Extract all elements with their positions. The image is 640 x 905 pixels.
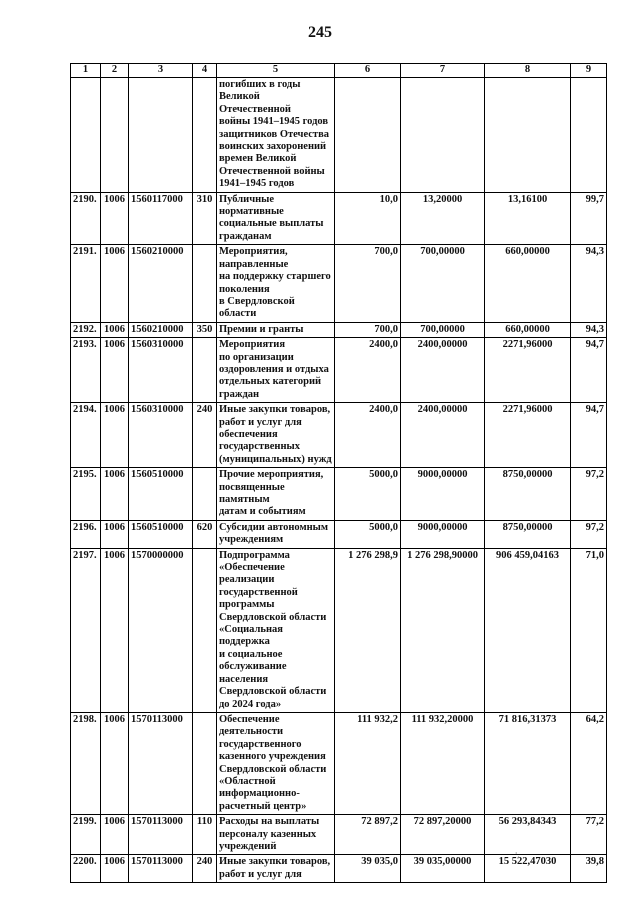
table-row [71, 712, 607, 814]
scan-speck: ⸱ˎ [515, 848, 521, 858]
table-row [71, 548, 607, 712]
section-code-cell: 1006 [101, 548, 129, 712]
row-number-cell: 2195. [71, 468, 101, 521]
table-row [71, 338, 607, 403]
executed-amount-cell [485, 78, 571, 193]
column-header: 2 [101, 64, 129, 78]
target-article-cell: 1570113000 [129, 815, 193, 855]
planned-amount-cell: 111 932,20000 [401, 712, 485, 814]
table-row [71, 403, 607, 468]
executed-amount-cell: 660,00000 [485, 322, 571, 337]
row-number-cell: 2197. [71, 548, 101, 712]
page-number: 245 [308, 24, 332, 41]
row-number-cell: 2198. [71, 712, 101, 814]
item-name-cell: погибших в годы Великой Отечественной войны 1941–1945 годов защитников Отечества воинских захоронений времен Великой Отечественной войны 1941–1945 годов [217, 78, 335, 193]
executed-amount-cell: 8750,00000 [485, 468, 571, 521]
row-number-cell: 2199. [71, 815, 101, 855]
item-name-cell: Подпрограмма «Обеспечение реализации государственной программы Свердловской области «Социальная поддержка и социальное обслуживание населения Свердловской области до 2024 года» [217, 548, 335, 712]
row-number-cell: 2194. [71, 403, 101, 468]
executed-amount-cell: 8750,00000 [485, 520, 571, 548]
table-row [71, 855, 607, 883]
approved-amount-cell: 2400,0 [335, 403, 401, 468]
section-code-cell: 1006 [101, 245, 129, 322]
executed-amount-cell: 906 459,04163 [485, 548, 571, 712]
target-article-cell: 1570000000 [129, 548, 193, 712]
target-article-cell: 1570113000 [129, 855, 193, 883]
expense-type-cell [193, 468, 217, 521]
planned-amount-cell [401, 78, 485, 193]
item-name-cell: Расходы на выплаты персоналу казенных учреждений [217, 815, 335, 855]
row-number-cell: 2196. [71, 520, 101, 548]
expense-type-cell: 240 [193, 855, 217, 883]
column-header: 5 [217, 64, 335, 78]
table-row [71, 520, 607, 548]
expense-type-cell [193, 245, 217, 322]
item-name-cell: Обеспечение деятельности государственного казенного учреждения Свердловской области «Областной информационно- расчетный центр» [217, 712, 335, 814]
column-header: 3 [129, 64, 193, 78]
expense-type-cell [193, 338, 217, 403]
approved-amount-cell [335, 78, 401, 193]
item-name-cell: Прочие мероприятия, посвященные памятным датам и событиям [217, 468, 335, 521]
planned-amount-cell: 700,00000 [401, 245, 485, 322]
execution-percent-cell: 94,3 [571, 245, 607, 322]
section-code-cell: 1006 [101, 322, 129, 337]
execution-percent-cell: 94,3 [571, 322, 607, 337]
execution-percent-cell: 71,0 [571, 548, 607, 712]
approved-amount-cell: 111 932,2 [335, 712, 401, 814]
column-header: 1 [71, 64, 101, 78]
expense-type-cell: 310 [193, 192, 217, 245]
approved-amount-cell: 1 276 298,9 [335, 548, 401, 712]
target-article-cell: 1560210000 [129, 322, 193, 337]
execution-percent-cell: 94,7 [571, 403, 607, 468]
planned-amount-cell: 700,00000 [401, 322, 485, 337]
row-number-cell [71, 78, 101, 193]
column-header: 9 [571, 64, 607, 78]
executed-amount-cell: 56 293,84343 [485, 815, 571, 855]
expense-type-cell [193, 548, 217, 712]
execution-percent-cell: 97,2 [571, 520, 607, 548]
row-number-cell: 2200. [71, 855, 101, 883]
target-article-cell: 1560310000 [129, 403, 193, 468]
executed-amount-cell: 660,00000 [485, 245, 571, 322]
table-row [71, 245, 607, 322]
approved-amount-cell: 700,0 [335, 322, 401, 337]
item-name-cell: Премии и гранты [217, 322, 335, 337]
item-name-cell: Субсидии автономным учреждениям [217, 520, 335, 548]
target-article-cell: 1570113000 [129, 712, 193, 814]
planned-amount-cell: 72 897,20000 [401, 815, 485, 855]
item-name-cell: Иные закупки товаров, работ и услуг для обеспечения государственных (муниципальных) нужд [217, 403, 335, 468]
row-number-cell: 2191. [71, 245, 101, 322]
planned-amount-cell: 2400,00000 [401, 403, 485, 468]
table-body [71, 78, 607, 883]
section-code-cell [101, 78, 129, 193]
approved-amount-cell: 72 897,2 [335, 815, 401, 855]
execution-percent-cell: 94,7 [571, 338, 607, 403]
section-code-cell: 1006 [101, 815, 129, 855]
section-code-cell: 1006 [101, 712, 129, 814]
planned-amount-cell: 2400,00000 [401, 338, 485, 403]
section-code-cell: 1006 [101, 338, 129, 403]
target-article-cell: 1560117000 [129, 192, 193, 245]
executed-amount-cell: 71 816,31373 [485, 712, 571, 814]
expense-type-cell: 110 [193, 815, 217, 855]
target-article-cell: 1560310000 [129, 338, 193, 403]
item-name-cell: Иные закупки товаров, работ и услуг для [217, 855, 335, 883]
expense-type-cell: 620 [193, 520, 217, 548]
planned-amount-cell: 1 276 298,90000 [401, 548, 485, 712]
expense-type-cell: 240 [193, 403, 217, 468]
approved-amount-cell: 10,0 [335, 192, 401, 245]
target-article-cell [129, 78, 193, 193]
approved-amount-cell: 700,0 [335, 245, 401, 322]
budget-table [70, 63, 607, 883]
approved-amount-cell: 2400,0 [335, 338, 401, 403]
planned-amount-cell: 9000,00000 [401, 468, 485, 521]
column-header: 6 [335, 64, 401, 78]
execution-percent-cell: 97,2 [571, 468, 607, 521]
item-name-cell: Мероприятия, направленные на поддержку старшего поколения в Свердловской области [217, 245, 335, 322]
execution-percent-cell: 39,8 [571, 855, 607, 883]
section-code-cell: 1006 [101, 192, 129, 245]
section-code-cell: 1006 [101, 403, 129, 468]
row-number-cell: 2192. [71, 322, 101, 337]
item-name-cell: Публичные нормативные социальные выплаты гражданам [217, 192, 335, 245]
section-code-cell: 1006 [101, 520, 129, 548]
column-header: 8 [485, 64, 571, 78]
column-header: 7 [401, 64, 485, 78]
table-row [71, 815, 607, 855]
target-article-cell: 1560510000 [129, 520, 193, 548]
planned-amount-cell: 39 035,00000 [401, 855, 485, 883]
item-name-cell: Мероприятия по организации оздоровления и отдыха отдельных категорий граждан [217, 338, 335, 403]
execution-percent-cell: 99,7 [571, 192, 607, 245]
table-header-row [71, 64, 607, 78]
expense-type-cell [193, 78, 217, 193]
table-row [71, 78, 607, 193]
executed-amount-cell: 13,16100 [485, 192, 571, 245]
approved-amount-cell: 5000,0 [335, 468, 401, 521]
execution-percent-cell [571, 78, 607, 193]
table-row [71, 468, 607, 521]
execution-percent-cell: 77,2 [571, 815, 607, 855]
table-row [71, 322, 607, 337]
table-row [71, 192, 607, 245]
section-code-cell: 1006 [101, 468, 129, 521]
planned-amount-cell: 13,20000 [401, 192, 485, 245]
expense-type-cell: 350 [193, 322, 217, 337]
column-header: 4 [193, 64, 217, 78]
execution-percent-cell: 64,2 [571, 712, 607, 814]
expense-type-cell [193, 712, 217, 814]
target-article-cell: 1560510000 [129, 468, 193, 521]
row-number-cell: 2193. [71, 338, 101, 403]
row-number-cell: 2190. [71, 192, 101, 245]
executed-amount-cell: 2271,96000 [485, 403, 571, 468]
executed-amount-cell: 15 522,47030 [485, 855, 571, 883]
target-article-cell: 1560210000 [129, 245, 193, 322]
executed-amount-cell: 2271,96000 [485, 338, 571, 403]
section-code-cell: 1006 [101, 855, 129, 883]
approved-amount-cell: 39 035,0 [335, 855, 401, 883]
planned-amount-cell: 9000,00000 [401, 520, 485, 548]
approved-amount-cell: 5000,0 [335, 520, 401, 548]
